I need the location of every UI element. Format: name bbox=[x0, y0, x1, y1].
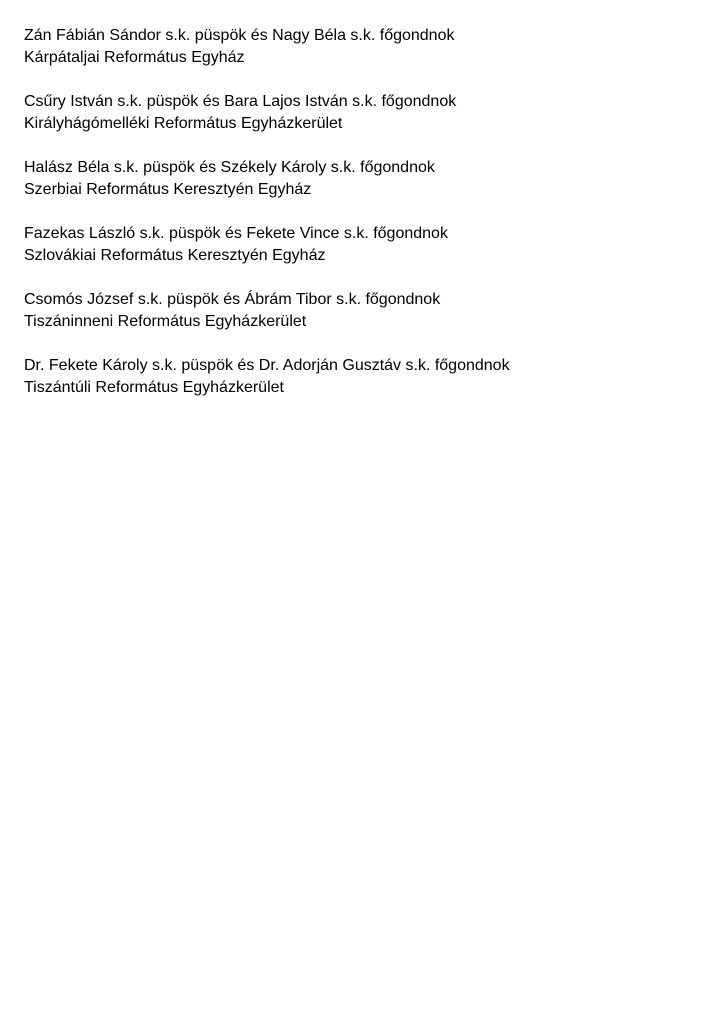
church-name: Tiszáninneni Református Egyházkerület bbox=[24, 313, 307, 330]
church-name: Kárpátaljai Református Egyház bbox=[24, 49, 245, 66]
signature-entry bbox=[24, 25, 704, 69]
signature-entry bbox=[24, 289, 704, 333]
signers-line: Dr. Fekete Károly s.k. püspök és Dr. Adorján Gusztáv s.k. főgondnok bbox=[24, 357, 510, 374]
signers-line: Fazekas László s.k. püspök és Fekete Vince s.k. főgondnok bbox=[24, 225, 448, 242]
church-name: Szlovákiai Református Keresztyén Egyház bbox=[24, 247, 326, 264]
signers-line: Halász Béla s.k. püspök és Székely Károly s.k. főgondnok bbox=[24, 159, 435, 176]
signature-entry bbox=[24, 355, 704, 399]
church-name: Királyhágómelléki Református Egyházkerület bbox=[24, 115, 343, 132]
signature-entry bbox=[24, 157, 704, 201]
signature-entry bbox=[24, 223, 704, 267]
signers-line: Csomós József s.k. püspök és Ábrám Tibor s.k. főgondnok bbox=[24, 291, 441, 308]
signers-line: Zán Fábián Sándor s.k. püspök és Nagy Béla s.k. főgondnok bbox=[24, 27, 455, 44]
signers-line: Csűry István s.k. püspök és Bara Lajos István s.k. főgondnok bbox=[24, 93, 457, 110]
signature-list bbox=[24, 25, 704, 421]
church-name: Szerbiai Református Keresztyén Egyház bbox=[24, 181, 312, 198]
signature-entry bbox=[24, 91, 704, 135]
church-name: Tiszántúli Református Egyházkerület bbox=[24, 379, 284, 396]
